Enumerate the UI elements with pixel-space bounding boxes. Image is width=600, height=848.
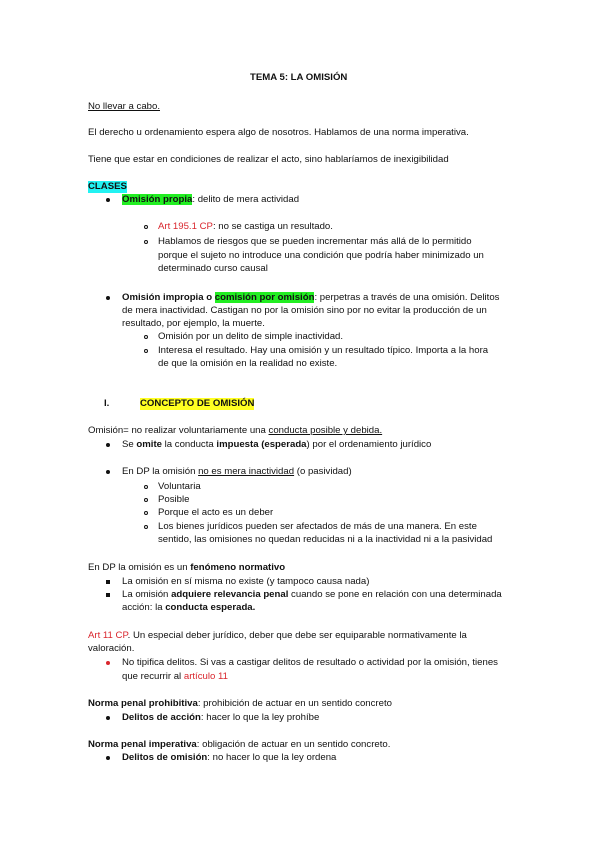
sub-item: Omisión por un delito de simple inactividad. xyxy=(158,331,344,342)
sub-item: Porque el acto es un deber xyxy=(158,507,274,518)
list-item xyxy=(122,712,319,724)
highlight-text: Omisión propia xyxy=(122,194,193,205)
bold-text: impuesta (esperada xyxy=(216,439,307,450)
sub-item-line: determinado curso causal xyxy=(158,263,268,274)
list-item xyxy=(122,589,502,601)
bold-text: Norma penal imperativa xyxy=(88,739,197,750)
text: En DP la omisión es un xyxy=(88,562,191,573)
circle-bullet-icon xyxy=(144,335,148,339)
bullet-icon xyxy=(106,296,110,300)
text: Se xyxy=(122,439,137,450)
sub-item-line: Hablamos de riesgos que se pueden incrementar más allá de lo permitido xyxy=(158,236,472,247)
circle-bullet-icon xyxy=(144,225,148,229)
text: Omisión= no realizar voluntariamente una xyxy=(88,425,269,436)
bullet-icon xyxy=(106,443,110,447)
bold-text: adquiere relevancia penal xyxy=(171,589,289,600)
sub-item-line: Interesa el resultado. Hay una omisión y un resultado típico. Importa a la hora xyxy=(158,345,489,356)
list-item-line: No tipifica delitos. Si vas a castigar delitos de resultado o actividad por la omisión, tienes xyxy=(122,657,498,668)
bullet-icon xyxy=(106,470,110,474)
bold-text: Norma penal prohibitiva xyxy=(88,698,198,709)
bullet-icon xyxy=(106,198,110,202)
sub-item-line: de que la omisión en la realidad no existe. xyxy=(158,358,338,369)
list-item xyxy=(122,439,431,451)
list-item xyxy=(122,752,336,764)
article-reference: Art 11 CP xyxy=(88,630,128,641)
section-numeral: I. xyxy=(104,398,110,409)
text: : no se castiga un resultado. xyxy=(212,221,333,232)
text: . Un especial deber jurídico, deber que debe ser equiparable normativamente la xyxy=(127,630,467,641)
paragraph-line xyxy=(88,739,390,751)
circle-bullet-icon xyxy=(144,525,148,529)
bold-text: Delitos de acción xyxy=(122,712,201,723)
paragraph-line xyxy=(88,630,467,642)
text: que recurrir al xyxy=(122,671,184,682)
circle-bullet-icon xyxy=(144,485,148,489)
square-bullet-icon xyxy=(106,580,110,584)
sub-item-line: porque el sujeto no introduce una condición que podría haber minimizado un xyxy=(158,250,484,261)
clases-item-omision-propia xyxy=(122,194,299,206)
text: la conducta xyxy=(162,439,217,450)
highlight-text: comisión por omisión xyxy=(214,292,315,303)
clases-heading: CLASES xyxy=(88,181,127,192)
list-item xyxy=(122,466,352,478)
red-bullet-icon xyxy=(106,661,110,665)
paragraph-line: valoración. xyxy=(88,643,135,654)
circle-bullet-icon xyxy=(144,240,148,244)
square-bullet-icon xyxy=(106,593,110,597)
underlined-text: no es mera inactividad xyxy=(198,466,295,477)
text: (o pasividad) xyxy=(294,466,352,477)
text: : prohibición de actuar en un sentido concreto xyxy=(197,698,392,709)
intro-line-1: No llevar a cabo. xyxy=(88,101,160,112)
text: La omisión xyxy=(122,589,172,600)
bold-text: omite xyxy=(136,439,162,450)
text: : no hacer lo que la ley ordena xyxy=(207,752,337,763)
item-line: de mera inactividad. Castigan no por la omisión sino por no evitar la producción de un xyxy=(122,305,487,316)
text: cuando se pone en relación con una determinada xyxy=(288,589,502,600)
text: : perpetras a través de una omisión. Delitos xyxy=(314,292,500,303)
circle-bullet-icon xyxy=(144,511,148,515)
sub-item: Voluntaria xyxy=(158,481,201,492)
list-item: La omisión en sí misma no existe (y tampoco causa nada) xyxy=(122,576,370,587)
text: En DP la omisión xyxy=(122,466,199,477)
circle-bullet-icon xyxy=(144,349,148,353)
article-reference: Art 195.1 CP xyxy=(158,221,213,232)
sub-item xyxy=(158,221,333,233)
page-title: TEMA 5: LA OMISIÓN xyxy=(250,72,348,83)
text: : delito de mera actividad xyxy=(192,194,300,205)
underlined-text: conducta posible y debida. xyxy=(268,425,383,436)
bold-text: fenómeno normativo xyxy=(190,562,286,573)
intro-line-3: Tiene que estar en condiciones de realizar el acto, sino hablaríamos de inexigibilidad xyxy=(88,154,449,165)
sub-item-line: sentido, las omisiones no quedan reducidas ni a la inactividad ni a la pasividad xyxy=(158,534,493,545)
bullet-icon xyxy=(106,716,110,720)
item-line: resultado, por ejemplo, la muerte. xyxy=(122,318,265,329)
text: acción: la xyxy=(122,602,166,613)
circle-bullet-icon xyxy=(144,498,148,502)
text: : obligación de actuar en un sentido concreto. xyxy=(196,739,391,750)
intro-line-2: El derecho u ordenamiento espera algo de nosotros. Hablamos de una norma imperativa. xyxy=(88,127,469,138)
article-reference: artículo 11 xyxy=(183,671,228,682)
bullet-icon xyxy=(106,756,110,760)
sub-item: Posible xyxy=(158,494,190,505)
bold-text: conducta esperada. xyxy=(165,602,256,613)
paragraph-line xyxy=(88,562,285,574)
sub-item-line: Los bienes jurídicos pueden ser afectados de más de una manera. En este xyxy=(158,521,477,532)
bold-text: Delitos de omisión xyxy=(122,752,208,763)
section-heading: CONCEPTO DE OMISIÓN xyxy=(140,398,255,409)
paragraph-line xyxy=(88,698,392,710)
text: ) por el ordenamiento jurídico xyxy=(306,439,432,450)
list-item-line xyxy=(122,671,228,683)
clases-item-omision-impropia xyxy=(122,292,499,304)
bold-text: Omisión impropia o xyxy=(122,292,215,303)
text: : hacer lo que la ley prohíbe xyxy=(200,712,320,723)
list-item-line xyxy=(122,602,255,614)
definition-line xyxy=(88,425,382,437)
